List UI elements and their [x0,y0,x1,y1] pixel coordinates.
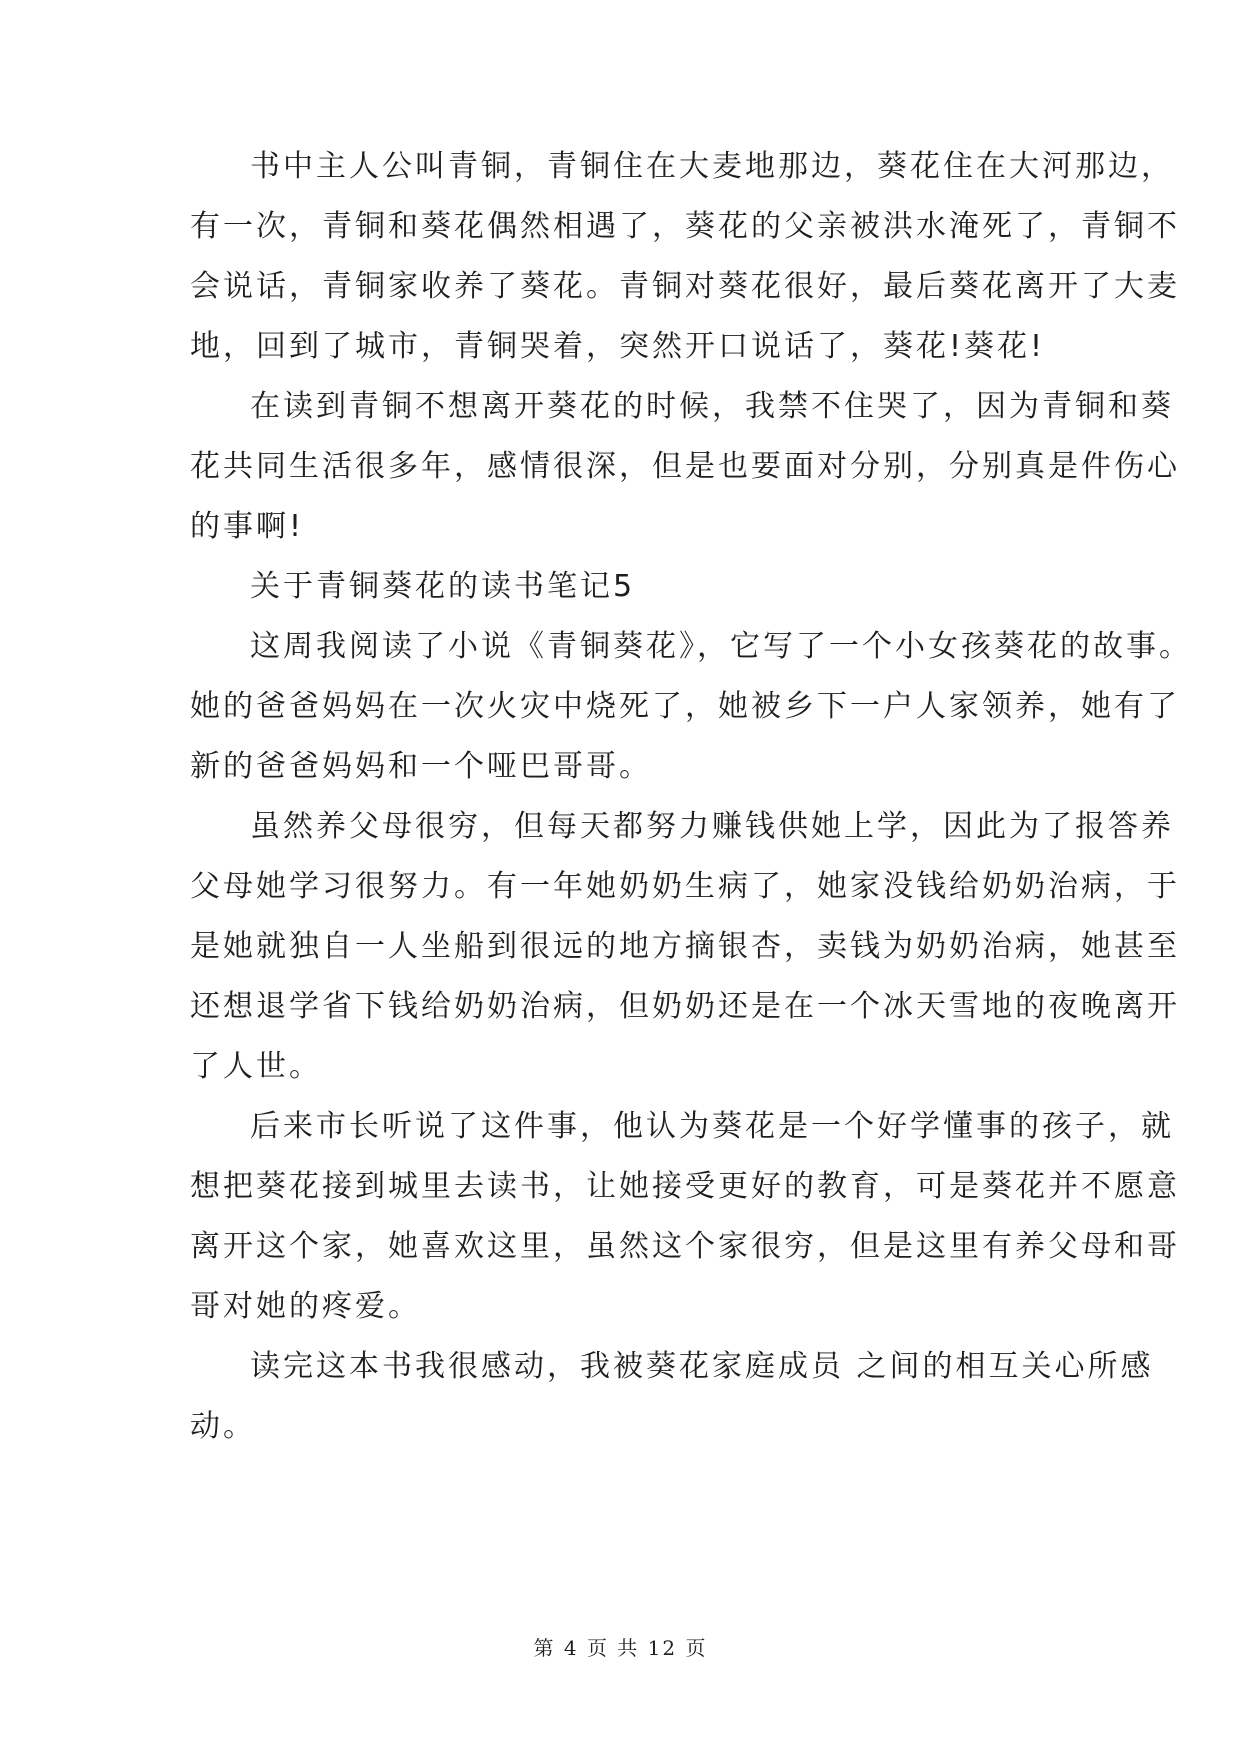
text-line: 花共同生活很多年，感情很深，但是也要面对分别，分别真是件伤心 [190,449,1180,484]
page-number-footer: 第 4 页 共 12 页 [533,1636,708,1660]
text-line: 哥对她的疼爱。 [190,1289,421,1324]
text-line: 这周我阅读了小说《青铜葵花》，它写了一个小女孩葵花的故事。 [250,629,1192,664]
text-line: 动。 [190,1409,256,1444]
text-line: 读完这本书我很感动，我被葵花家庭成员 之间的相互关心所感 [250,1349,1154,1384]
text-line: 还想退学省下钱给奶奶治病，但奶奶还是在一个冰天雪地的夜晚离开 [190,989,1180,1024]
text-line: 是她就独自一人坐船到很远的地方摘银杏，卖钱为奶奶治病，她甚至 [190,929,1180,964]
text-line: 有一次，青铜和葵花偶然相遇了，葵花的父亲被洪水淹死了，青铜不 [190,209,1180,244]
text-line: 她的爸爸妈妈在一次火灾中烧死了，她被乡下一户人家领养，她有了 [190,689,1180,724]
text-line: 想把葵花接到城里去读书，让她接受更好的教育，可是葵花并不愿意 [190,1169,1180,1204]
text-line: 父母她学习很努力。有一年她奶奶生病了，她家没钱给奶奶治病，于 [190,869,1180,904]
text-line: 后来市长听说了这件事，他认为葵花是一个好学懂事的孩子，就 [250,1109,1174,1144]
text-line: 会说话，青铜家收养了葵花。青铜对葵花很好，最后葵花离开了大麦 [190,269,1180,304]
text-line: 新的爸爸妈妈和一个哑巴哥哥。 [190,749,652,784]
text-line: 了人世。 [190,1049,322,1084]
text-line: 书中主人公叫青铜，青铜住在大麦地那边，葵花住在大河那边， [250,149,1174,184]
text-line: 在读到青铜不想离开葵花的时候，我禁不住哭了，因为青铜和葵 [250,389,1174,424]
text-line: 虽然养父母很穷，但每天都努力赚钱供她上学，因此为了报答养 [250,809,1174,844]
text-line: 地，回到了城市，青铜哭着，突然开口说话了，葵花!葵花! [190,329,1046,364]
text-line: 的事啊! [190,509,305,544]
text-line: 离开这个家，她喜欢这里，虽然这个家很穷，但是这里有养父母和哥 [190,1229,1180,1264]
section-heading: 关于青铜葵花的读书笔记5 [250,569,636,604]
